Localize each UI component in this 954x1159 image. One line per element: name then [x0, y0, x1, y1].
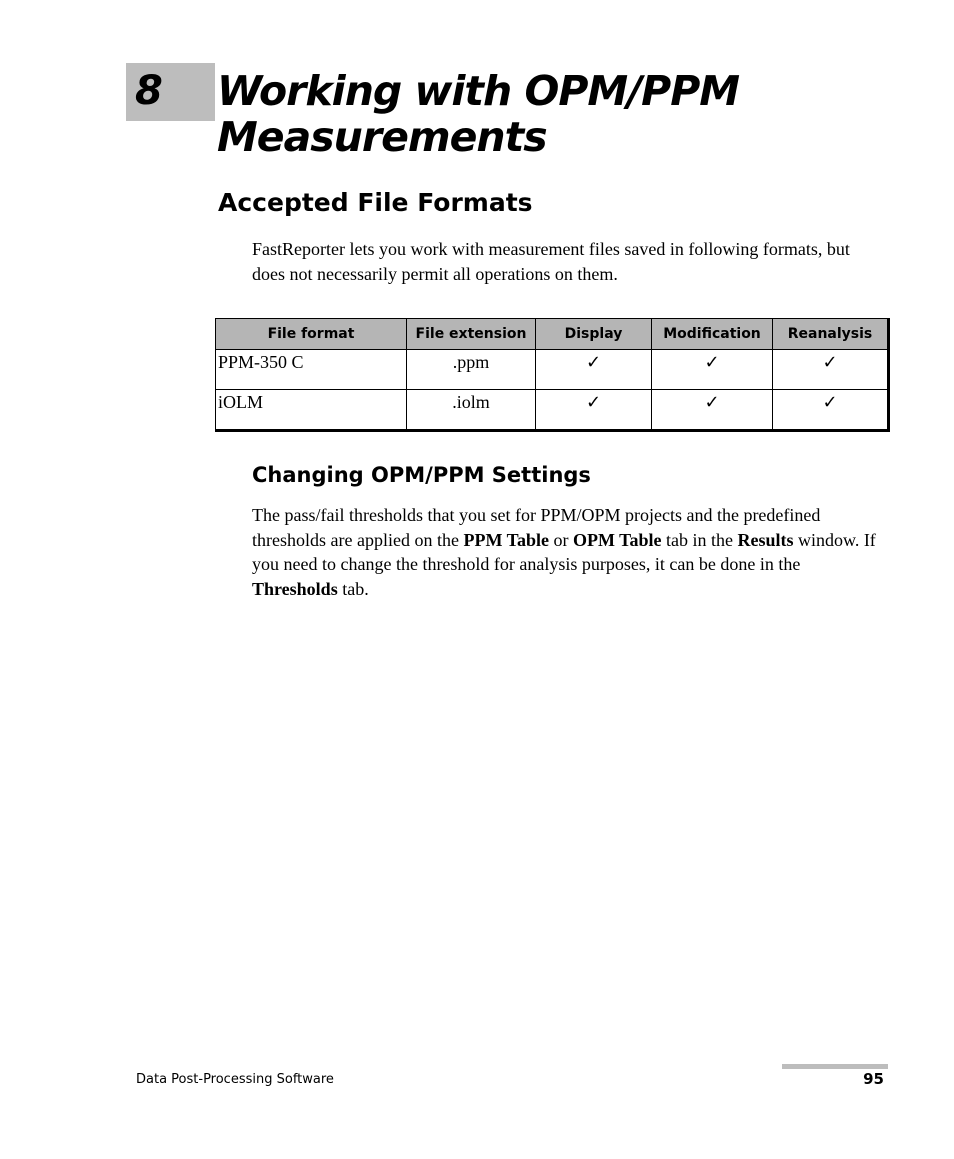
cell-file-extension: .iolm: [407, 390, 536, 431]
subsection-title: Changing OPM/PPM Settings: [252, 463, 591, 487]
file-formats-table: [215, 318, 890, 432]
check-icon: ✓: [652, 390, 773, 431]
cell-file-format: iOLM: [216, 390, 407, 431]
table-header-row: [216, 319, 889, 350]
header-file-extension: File extension: [407, 319, 536, 350]
text-run: tab in the: [661, 529, 738, 550]
table-row: [216, 390, 889, 431]
text-run: or: [548, 529, 573, 550]
cell-file-extension: .ppm: [407, 350, 536, 390]
ui-term-opm-table: OPM Table: [572, 529, 662, 550]
subsection-paragraph: [252, 503, 882, 601]
check-icon: ✓: [773, 390, 889, 431]
text-run: The pass/fail thresholds that you set for PPM/OPM projects and the predefined thresholds are applied on the: [252, 505, 821, 550]
text-run: window. If you need to change the threshold for analysis purposes, it can be done in the: [252, 529, 876, 574]
page-number: 95: [863, 1070, 884, 1088]
ui-term-thresholds: Thresholds: [252, 578, 338, 599]
check-icon: ✓: [536, 350, 652, 390]
text-run: tab.: [337, 578, 369, 599]
header-reanalysis: Reanalysis: [773, 319, 889, 350]
chapter-title: Working with OPM/PPM Measurements: [217, 67, 740, 161]
header-modification: Modification: [652, 319, 773, 350]
table-row: [216, 350, 889, 390]
chapter-number: 8: [135, 68, 163, 114]
check-icon: ✓: [652, 350, 773, 390]
ui-term-results: Results: [737, 529, 794, 550]
cell-file-format: PPM-350 C: [216, 350, 407, 390]
header-display: Display: [536, 319, 652, 350]
section-intro: FastReporter lets you work with measurement files saved in following formats, but does not necessarily permit all operations on them.: [252, 239, 850, 284]
footer-doc-title: Data Post-Processing Software: [136, 1072, 334, 1087]
section-title: Accepted File Formats: [218, 188, 533, 217]
header-file-format: File format: [216, 319, 407, 350]
check-icon: ✓: [773, 350, 889, 390]
ui-term-ppm-table: PPM Table: [463, 529, 549, 550]
check-icon: ✓: [536, 390, 652, 431]
